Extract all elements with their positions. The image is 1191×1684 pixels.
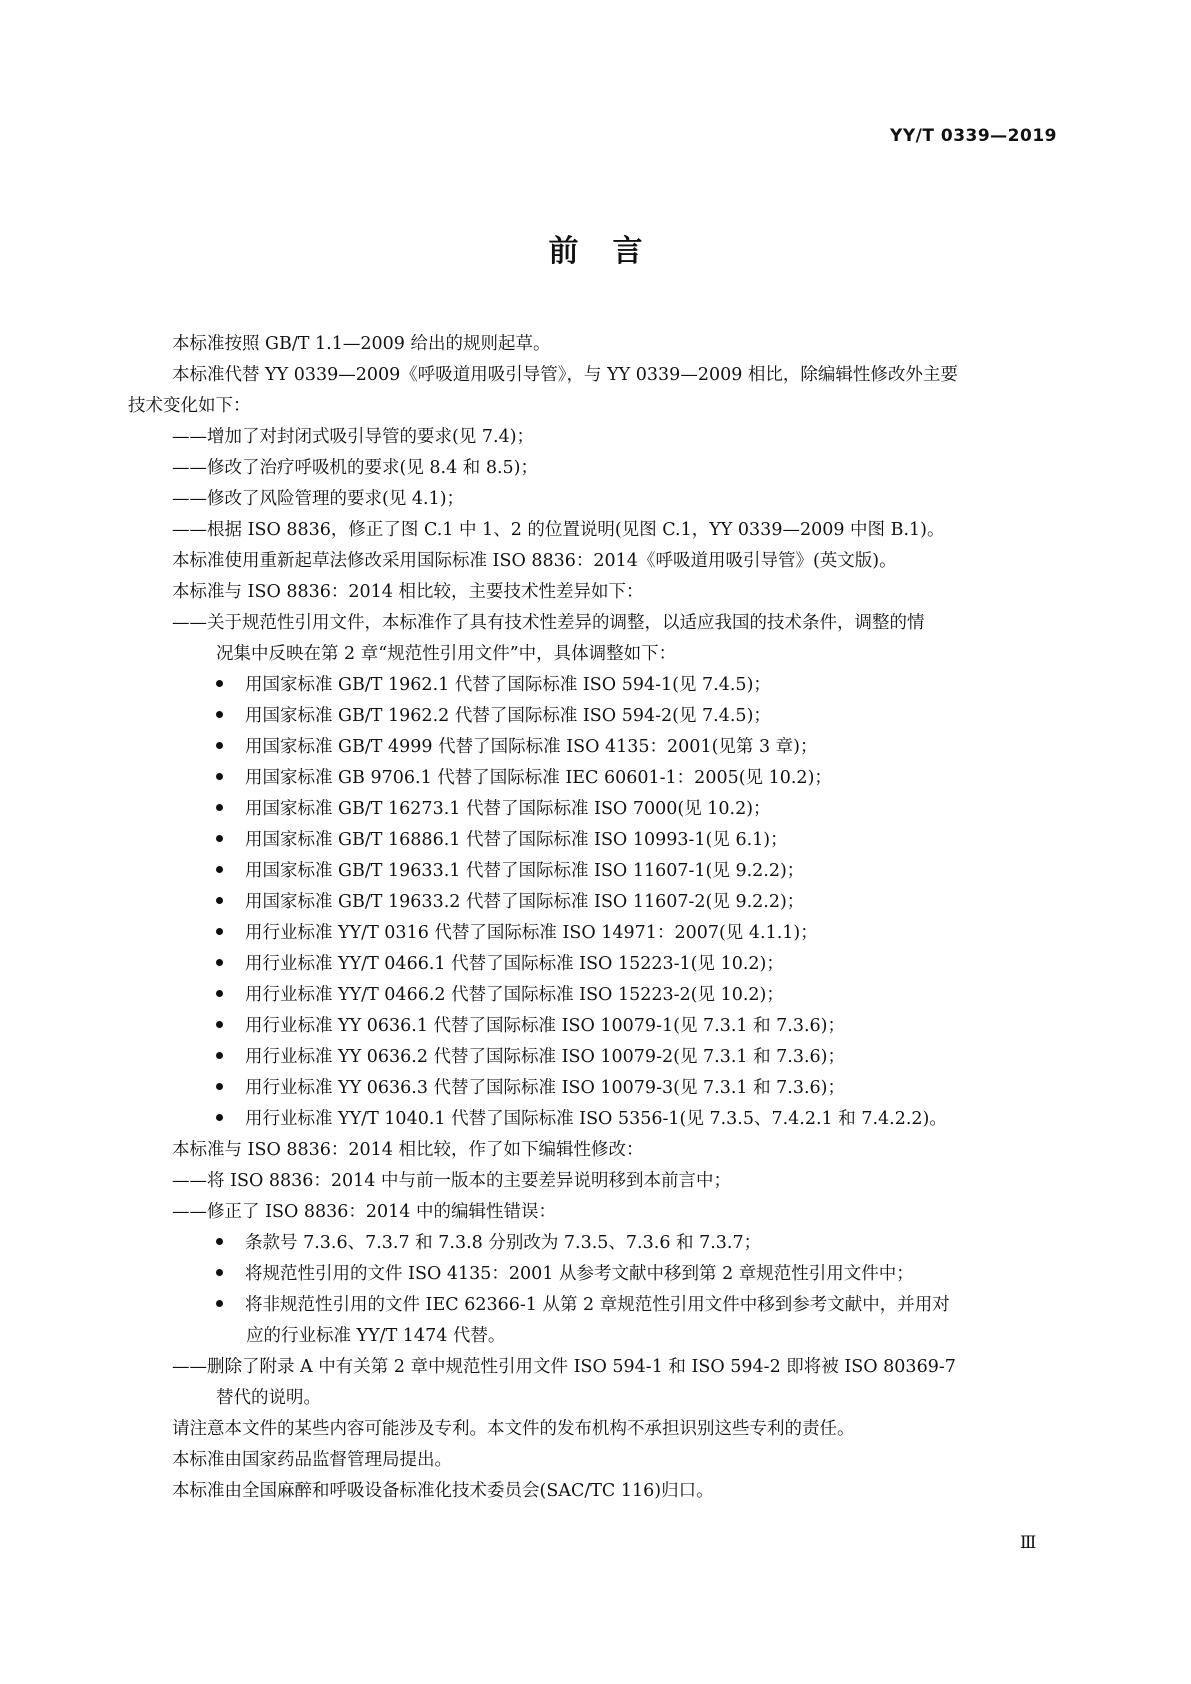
- bullet-item: 用行业标准 YY/T 0466.2 代替了国际标准 ISO 15223-2(见 10.2)；: [216, 981, 784, 1006]
- bullet-icon: [216, 680, 223, 687]
- bullet-item: 用国家标准 GB 9706.1 代替了国际标准 IEC 60601-1：2005(见 10.2)；: [216, 764, 832, 789]
- paragraph-line: 本标准使用重新起草法修改采用国际标准 ISO 8836：2014《呼吸道用吸引导管》(英文版)。: [172, 551, 897, 571]
- bullet-item: 条款号 7.3.6、7.3.7 和 7.3.8 分别改为 7.3.5、7.3.6 和 7.3.7；: [216, 1229, 761, 1254]
- bullet-item: 将规范性引用的文件 ISO 4135：2001 从参考文献中移到第 2 章规范性引用文件中；: [216, 1260, 914, 1285]
- paragraph-line: 本标准由国家药品监督管理局提出。: [172, 1450, 452, 1470]
- dash-item: ——关于规范性引用文件，本标准作了具有技术性差异的调整，以适应我国的技术条件，调整的情: [172, 613, 925, 633]
- page-number: Ⅲ: [1020, 1533, 1037, 1553]
- paragraph-line: 本标准由全国麻醉和呼吸设备标准化技术委员会(SAC/TC 116)归口。: [172, 1481, 714, 1501]
- bullet-icon: [216, 1238, 223, 1245]
- document-code: YY/T 0339—2019: [890, 126, 1057, 146]
- bullet-item: 用国家标准 GB/T 1962.1 代替了国际标准 ISO 594-1(见 7.4.5)；: [216, 671, 771, 696]
- bullet-item: 用行业标准 YY 0636.1 代替了国际标准 ISO 10079-1(见 7.3.1 和 7.3.6)；: [216, 1012, 845, 1037]
- bullet-icon: [216, 835, 223, 842]
- bullet-icon: [216, 1052, 223, 1059]
- paragraph-line: 请注意本文件的某些内容可能涉及专利。本文件的发布机构不承担识别这些专利的责任。: [172, 1419, 855, 1439]
- dash-item-continuation: 况集中反映在第 2 章“规范性引用文件”中，具体调整如下：: [216, 644, 677, 664]
- bullet-icon: [216, 928, 223, 935]
- dash-item: ——根据 ISO 8836，修正了图 C.1 中 1、2 的位置说明(见图 C.1，YY 0339—2009 中图 B.1)。: [172, 520, 945, 540]
- paragraph-line: 本标准代替 YY 0339—2009《呼吸道用吸引导管》，与 YY 0339—2009 相比，除编辑性修改外主要: [172, 365, 958, 385]
- page-title: 前言: [548, 234, 677, 269]
- bullet-item: 将非规范性引用的文件 IEC 62366-1 从第 2 章规范性引用文件中移到参考文献中，并用对: [216, 1291, 950, 1316]
- dash-item: ——删除了附录 A 中有关第 2 章中规范性引用文件 ISO 594-1 和 ISO 594-2 即将被 ISO 80369-7: [172, 1357, 956, 1377]
- bullet-item: 用行业标准 YY 0636.3 代替了国际标准 ISO 10079-3(见 7.3.1 和 7.3.6)；: [216, 1074, 845, 1099]
- paragraph-line: 本标准按照 GB/T 1.1—2009 给出的规则起草。: [172, 334, 551, 354]
- bullet-item: 用国家标准 GB/T 16886.1 代替了国际标准 ISO 10993-1(见 6.1)；: [216, 826, 788, 851]
- dash-item: ——修改了治疗呼吸机的要求(见 8.4 和 8.5)；: [172, 458, 539, 478]
- bullet-item: 用国家标准 GB/T 16273.1 代替了国际标准 ISO 7000(见 10.2)；: [216, 795, 771, 820]
- paragraph-line: 技术变化如下：: [128, 396, 251, 416]
- bullet-item: 用行业标准 YY 0636.2 代替了国际标准 ISO 10079-2(见 7.3.1 和 7.3.6)；: [216, 1043, 845, 1068]
- bullet-icon: [216, 1114, 223, 1121]
- dash-item: ——将 ISO 8836：2014 中与前一版本的主要差异说明移到本前言中；: [172, 1171, 732, 1191]
- bullet-icon: [216, 1300, 223, 1307]
- bullet-icon: [216, 866, 223, 873]
- bullet-icon: [216, 742, 223, 749]
- bullet-icon: [216, 1021, 223, 1028]
- bullet-item: 用国家标准 GB/T 1962.2 代替了国际标准 ISO 594-2(见 7.4.5)；: [216, 702, 771, 727]
- bullet-icon: [216, 897, 223, 904]
- bullet-icon: [216, 1083, 223, 1090]
- dash-item: ——增加了对封闭式吸引导管的要求(见 7.4)；: [172, 427, 535, 447]
- bullet-item: 用国家标准 GB/T 19633.2 代替了国际标准 ISO 11607-2(见 9.2.2)；: [216, 888, 804, 913]
- bullet-item: 用行业标准 YY/T 1040.1 代替了国际标准 ISO 5356-1(见 7.3.5、7.4.2.1 和 7.4.2.2)。: [216, 1105, 947, 1130]
- bullet-item: 用国家标准 GB/T 4999 代替了国际标准 ISO 4135：2001(见第 3 章)；: [216, 733, 818, 758]
- bullet-item: 用行业标准 YY/T 0316 代替了国际标准 ISO 14971：2007(见 4.1.1)；: [216, 919, 818, 944]
- bullet-item: 用国家标准 GB/T 19633.1 代替了国际标准 ISO 11607-1(见 9.2.2)；: [216, 857, 804, 882]
- dash-item: ——修改了风险管理的要求(见 4.1)；: [172, 489, 465, 509]
- bullet-icon: [216, 804, 223, 811]
- bullet-icon: [216, 990, 223, 997]
- dash-item-continuation: 替代的说明。: [216, 1388, 321, 1408]
- bullet-icon: [216, 773, 223, 780]
- paragraph-line: 本标准与 ISO 8836：2014 相比较，作了如下编辑性修改：: [172, 1140, 644, 1160]
- dash-item: ——修正了 ISO 8836：2014 中的编辑性错误：: [172, 1202, 557, 1222]
- bullet-icon: [216, 1269, 223, 1276]
- bullet-icon: [216, 959, 223, 966]
- bullet-icon: [216, 711, 223, 718]
- bullet-item-continuation: 应的行业标准 YY/T 1474 代替。: [246, 1326, 506, 1346]
- bullet-item: 用行业标准 YY/T 0466.1 代替了国际标准 ISO 15223-1(见 10.2)；: [216, 950, 784, 975]
- paragraph-line: 本标准与 ISO 8836：2014 相比较，主要技术性差异如下：: [172, 582, 644, 602]
